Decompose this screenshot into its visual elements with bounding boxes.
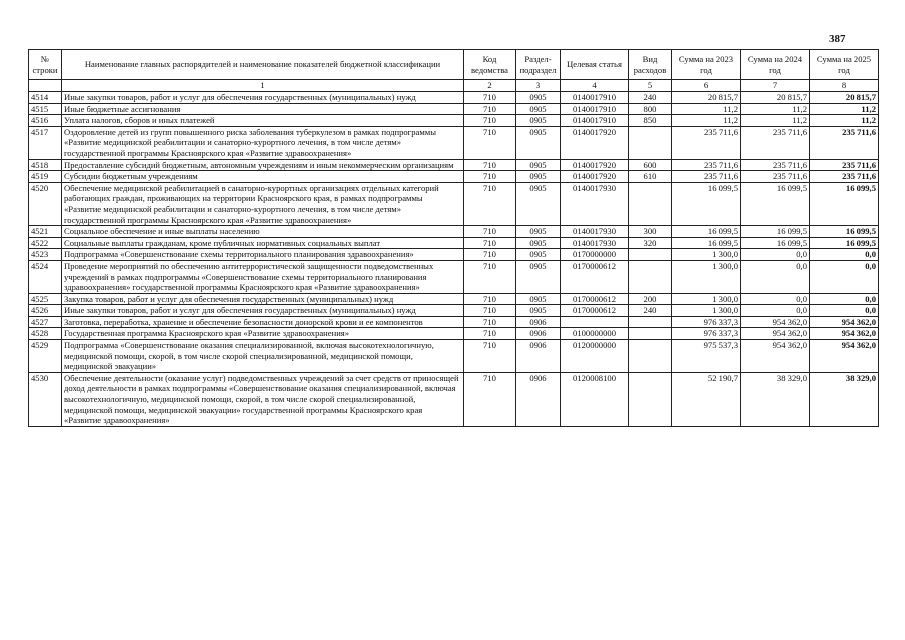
row-section: 0905 bbox=[516, 159, 561, 171]
row-section: 0906 bbox=[516, 328, 561, 340]
row-sum-2025: 235 711,6 bbox=[810, 126, 879, 159]
row-name: Социальное обеспечение и иные выплаты населению bbox=[62, 226, 464, 238]
row-sum-2024: 38 329,0 bbox=[741, 372, 810, 426]
table-row bbox=[29, 182, 879, 225]
row-expense-kind: 240 bbox=[629, 305, 672, 317]
header-name: Наименование главных распорядителей и наименование показателей бюджетной классификации bbox=[62, 50, 464, 80]
row-sum-2025: 954 362,0 bbox=[810, 316, 879, 328]
row-expense-kind: 200 bbox=[629, 293, 672, 305]
row-sum-2023: 976 337,3 bbox=[672, 328, 741, 340]
row-sum-2024: 0,0 bbox=[741, 293, 810, 305]
header-target: Целевая статья bbox=[561, 50, 629, 80]
row-department-code: 710 bbox=[464, 182, 516, 225]
row-name: Иные закупки товаров, работ и услуг для обеспечения государственных (муниципальных) нужд bbox=[62, 305, 464, 317]
row-section: 0905 bbox=[516, 249, 561, 261]
row-target-article: 0170000612 bbox=[561, 293, 629, 305]
table-row bbox=[29, 328, 879, 340]
row-section: 0906 bbox=[516, 372, 561, 426]
index-cell: 2 bbox=[464, 80, 516, 92]
row-number: 4517 bbox=[29, 126, 62, 159]
column-index-row bbox=[29, 80, 879, 92]
row-section: 0905 bbox=[516, 226, 561, 238]
header-code: Код ведомства bbox=[464, 50, 516, 80]
row-department-code: 710 bbox=[464, 159, 516, 171]
row-number: 4520 bbox=[29, 182, 62, 225]
row-department-code: 710 bbox=[464, 260, 516, 293]
row-sum-2023: 975 537,3 bbox=[672, 340, 741, 373]
row-sum-2023: 1 300,0 bbox=[672, 305, 741, 317]
row-expense-kind bbox=[629, 340, 672, 373]
table-row bbox=[29, 237, 879, 249]
row-sum-2024: 20 815,7 bbox=[741, 92, 810, 104]
row-target-article: 0170000612 bbox=[561, 260, 629, 293]
table-row bbox=[29, 92, 879, 104]
row-name: Субсидии бюджетным учреждениям bbox=[62, 171, 464, 183]
row-department-code: 710 bbox=[464, 103, 516, 115]
row-name: Закупка товаров, работ и услуг для обеспечения государственных (муниципальных) нужд bbox=[62, 293, 464, 305]
row-number: 4527 bbox=[29, 316, 62, 328]
row-sum-2024: 235 711,6 bbox=[741, 159, 810, 171]
row-section: 0905 bbox=[516, 182, 561, 225]
index-cell: 8 bbox=[810, 80, 879, 92]
budget-table bbox=[28, 49, 879, 427]
row-expense-kind: 850 bbox=[629, 115, 672, 127]
row-section: 0905 bbox=[516, 103, 561, 115]
row-name: Уплата налогов, сборов и иных платежей bbox=[62, 115, 464, 127]
row-sum-2024: 954 362,0 bbox=[741, 316, 810, 328]
row-department-code: 710 bbox=[464, 171, 516, 183]
row-sum-2024: 11,2 bbox=[741, 103, 810, 115]
row-section: 0905 bbox=[516, 115, 561, 127]
row-name: Обеспечение деятельности (оказание услуг) подведомственных учреждений за счет средств от приносящей доход деятельности в рамках подпрограммы «Совершенствование оказания специализированной, включая высокотехнологичную, медицинской помощи, скорой, в том числе скорой специализированной, медицинской помощи, медицинской эвакуации» государственной программы Красноярского края «Развитие здравоохранения» bbox=[62, 372, 464, 426]
row-sum-2024: 954 362,0 bbox=[741, 340, 810, 373]
row-section: 0905 bbox=[516, 92, 561, 104]
row-department-code: 710 bbox=[464, 293, 516, 305]
row-sum-2024: 0,0 bbox=[741, 249, 810, 261]
row-name: Проведение мероприятий по обеспечению антитеррористической защищенности подведомственных учреждений в рамках подпрограммы «Совершенствование схемы территориального планирования здравоохранения» государственной программы Красноярского края «Развитие здравоохранения» bbox=[62, 260, 464, 293]
row-sum-2023: 235 711,6 bbox=[672, 126, 741, 159]
row-sum-2024: 16 099,5 bbox=[741, 226, 810, 238]
row-department-code: 710 bbox=[464, 328, 516, 340]
row-expense-kind bbox=[629, 372, 672, 426]
row-department-code: 710 bbox=[464, 340, 516, 373]
row-number: 4525 bbox=[29, 293, 62, 305]
row-target-article: 0120000000 bbox=[561, 340, 629, 373]
row-department-code: 710 bbox=[464, 237, 516, 249]
row-sum-2024: 16 099,5 bbox=[741, 182, 810, 225]
row-expense-kind: 800 bbox=[629, 103, 672, 115]
row-target-article: 0170000612 bbox=[561, 305, 629, 317]
row-expense-kind: 600 bbox=[629, 159, 672, 171]
row-section: 0905 bbox=[516, 171, 561, 183]
row-department-code: 710 bbox=[464, 126, 516, 159]
row-target-article bbox=[561, 316, 629, 328]
row-sum-2023: 1 300,0 bbox=[672, 249, 741, 261]
row-sum-2025: 11,2 bbox=[810, 103, 879, 115]
row-expense-kind: 320 bbox=[629, 237, 672, 249]
table-row bbox=[29, 372, 879, 426]
row-name: Подпрограмма «Совершенствование оказания специализированной, включая высокотехнологичную, медицинской помощи, скорой, в том числе скорой специализированной, медицинской помощи, медицинской эвакуации» bbox=[62, 340, 464, 373]
row-sum-2023: 16 099,5 bbox=[672, 226, 741, 238]
row-department-code: 710 bbox=[464, 372, 516, 426]
header-sum-2025: Сумма на 2025 год bbox=[810, 50, 879, 80]
table-row bbox=[29, 126, 879, 159]
row-target-article: 0120008100 bbox=[561, 372, 629, 426]
header-sum-2023: Сумма на 2023 год bbox=[672, 50, 741, 80]
row-target-article: 0140017930 bbox=[561, 237, 629, 249]
index-cell: 4 bbox=[561, 80, 629, 92]
header-sum-2024: Сумма на 2024 год bbox=[741, 50, 810, 80]
row-number: 4530 bbox=[29, 372, 62, 426]
row-section: 0905 bbox=[516, 293, 561, 305]
row-sum-2025: 0,0 bbox=[810, 249, 879, 261]
row-name: Государственная программа Красноярского края «Развитие здравоохранения» bbox=[62, 328, 464, 340]
row-name: Оздоровление детей из групп повышенного риска заболевания туберкулезом в рамках подпрограммы «Развитие медицинской реабилитации и санаторно-курортного лечения, в том числе детям» государственной программы Красноярского края «Развитие здравоохранения» bbox=[62, 126, 464, 159]
table-row bbox=[29, 103, 879, 115]
table-row bbox=[29, 226, 879, 238]
row-name: Заготовка, переработка, хранение и обеспечение безопасности донорской крови и ее компонентов bbox=[62, 316, 464, 328]
row-target-article: 0100000000 bbox=[561, 328, 629, 340]
row-sum-2024: 0,0 bbox=[741, 260, 810, 293]
row-number: 4515 bbox=[29, 103, 62, 115]
row-department-code: 710 bbox=[464, 115, 516, 127]
row-sum-2023: 16 099,5 bbox=[672, 182, 741, 225]
row-expense-kind bbox=[629, 328, 672, 340]
row-name: Иные бюджетные ассигнования bbox=[62, 103, 464, 115]
row-expense-kind: 240 bbox=[629, 92, 672, 104]
row-target-article: 0170000000 bbox=[561, 249, 629, 261]
row-sum-2025: 954 362,0 bbox=[810, 340, 879, 373]
row-target-article: 0140017930 bbox=[561, 182, 629, 225]
row-department-code: 710 bbox=[464, 249, 516, 261]
row-number: 4519 bbox=[29, 171, 62, 183]
row-sum-2023: 1 300,0 bbox=[672, 260, 741, 293]
row-department-code: 710 bbox=[464, 226, 516, 238]
row-number: 4514 bbox=[29, 92, 62, 104]
row-sum-2023: 11,2 bbox=[672, 103, 741, 115]
row-target-article: 0140017910 bbox=[561, 115, 629, 127]
row-number: 4521 bbox=[29, 226, 62, 238]
row-number: 4516 bbox=[29, 115, 62, 127]
row-sum-2025: 954 362,0 bbox=[810, 328, 879, 340]
table-row bbox=[29, 340, 879, 373]
row-expense-kind: 300 bbox=[629, 226, 672, 238]
table-row bbox=[29, 159, 879, 171]
index-cell: 7 bbox=[741, 80, 810, 92]
row-sum-2025: 16 099,5 bbox=[810, 237, 879, 249]
table-row bbox=[29, 171, 879, 183]
row-department-code: 710 bbox=[464, 305, 516, 317]
row-section: 0905 bbox=[516, 260, 561, 293]
header-row bbox=[29, 50, 879, 80]
row-sum-2024: 235 711,6 bbox=[741, 126, 810, 159]
row-sum-2025: 235 711,6 bbox=[810, 171, 879, 183]
row-section: 0905 bbox=[516, 126, 561, 159]
row-expense-kind bbox=[629, 182, 672, 225]
row-sum-2025: 0,0 bbox=[810, 305, 879, 317]
row-department-code: 710 bbox=[464, 316, 516, 328]
row-sum-2025: 16 099,5 bbox=[810, 182, 879, 225]
row-number: 4522 bbox=[29, 237, 62, 249]
row-sum-2024: 16 099,5 bbox=[741, 237, 810, 249]
row-sum-2023: 16 099,5 bbox=[672, 237, 741, 249]
table-row bbox=[29, 249, 879, 261]
row-number: 4526 bbox=[29, 305, 62, 317]
row-expense-kind bbox=[629, 126, 672, 159]
index-cell bbox=[29, 80, 62, 92]
row-number: 4524 bbox=[29, 260, 62, 293]
row-name: Иные закупки товаров, работ и услуг для обеспечения государственных (муниципальных) нужд bbox=[62, 92, 464, 104]
row-sum-2024: 954 362,0 bbox=[741, 328, 810, 340]
row-target-article: 0140017910 bbox=[561, 103, 629, 115]
index-cell: 6 bbox=[672, 80, 741, 92]
row-sum-2024: 0,0 bbox=[741, 305, 810, 317]
row-target-article: 0140017910 bbox=[561, 92, 629, 104]
row-sum-2025: 20 815,7 bbox=[810, 92, 879, 104]
row-sum-2023: 976 337,3 bbox=[672, 316, 741, 328]
index-cell: 3 bbox=[516, 80, 561, 92]
row-expense-kind bbox=[629, 249, 672, 261]
row-sum-2023: 235 711,6 bbox=[672, 171, 741, 183]
row-sum-2025: 11,2 bbox=[810, 115, 879, 127]
row-department-code: 710 bbox=[464, 92, 516, 104]
row-number: 4523 bbox=[29, 249, 62, 261]
table-row bbox=[29, 293, 879, 305]
row-sum-2025: 0,0 bbox=[810, 293, 879, 305]
row-name: Подпрограмма «Совершенствование схемы территориального планирования здравоохранения» bbox=[62, 249, 464, 261]
index-cell: 1 bbox=[62, 80, 464, 92]
header-num: № строки bbox=[29, 50, 62, 80]
table-row bbox=[29, 260, 879, 293]
header-kind: Вид расходов bbox=[629, 50, 672, 80]
row-sum-2024: 235 711,6 bbox=[741, 171, 810, 183]
row-section: 0906 bbox=[516, 316, 561, 328]
row-expense-kind bbox=[629, 260, 672, 293]
row-name: Обеспечение медицинской реабилитацией в санаторно-курортных организациях отдельных категорий работающих граждан, проживающих на территории Красноярского края, в рамках подпрограммы «Развитие медицинской реабилитации и санаторно-курортного лечения, в том числе детям» государственной программы Красноярского края «Развитие здравоохранения» bbox=[62, 182, 464, 225]
header-section: Раздел-подраздел bbox=[516, 50, 561, 80]
table-row bbox=[29, 316, 879, 328]
row-sum-2024: 11,2 bbox=[741, 115, 810, 127]
page-number: 387 bbox=[829, 33, 846, 45]
row-name: Социальные выплаты гражданам, кроме публичных нормативных социальных выплат bbox=[62, 237, 464, 249]
row-sum-2023: 20 815,7 bbox=[672, 92, 741, 104]
row-sum-2025: 16 099,5 bbox=[810, 226, 879, 238]
row-sum-2023: 52 190,7 bbox=[672, 372, 741, 426]
row-target-article: 0140017920 bbox=[561, 171, 629, 183]
row-target-article: 0140017920 bbox=[561, 159, 629, 171]
row-sum-2023: 11,2 bbox=[672, 115, 741, 127]
row-sum-2025: 235 711,6 bbox=[810, 159, 879, 171]
row-expense-kind: 610 bbox=[629, 171, 672, 183]
row-section: 0905 bbox=[516, 305, 561, 317]
row-sum-2023: 235 711,6 bbox=[672, 159, 741, 171]
table-row bbox=[29, 305, 879, 317]
row-sum-2025: 0,0 bbox=[810, 260, 879, 293]
row-name: Предоставление субсидий бюджетным, автономным учреждениям и иным некоммерческим организациям bbox=[62, 159, 464, 171]
row-number: 4528 bbox=[29, 328, 62, 340]
table-row bbox=[29, 115, 879, 127]
row-target-article: 0140017930 bbox=[561, 226, 629, 238]
row-expense-kind bbox=[629, 316, 672, 328]
row-number: 4529 bbox=[29, 340, 62, 373]
row-section: 0905 bbox=[516, 237, 561, 249]
index-cell: 5 bbox=[629, 80, 672, 92]
row-number: 4518 bbox=[29, 159, 62, 171]
row-sum-2025: 38 329,0 bbox=[810, 372, 879, 426]
row-section: 0906 bbox=[516, 340, 561, 373]
row-sum-2023: 1 300,0 bbox=[672, 293, 741, 305]
row-target-article: 0140017920 bbox=[561, 126, 629, 159]
